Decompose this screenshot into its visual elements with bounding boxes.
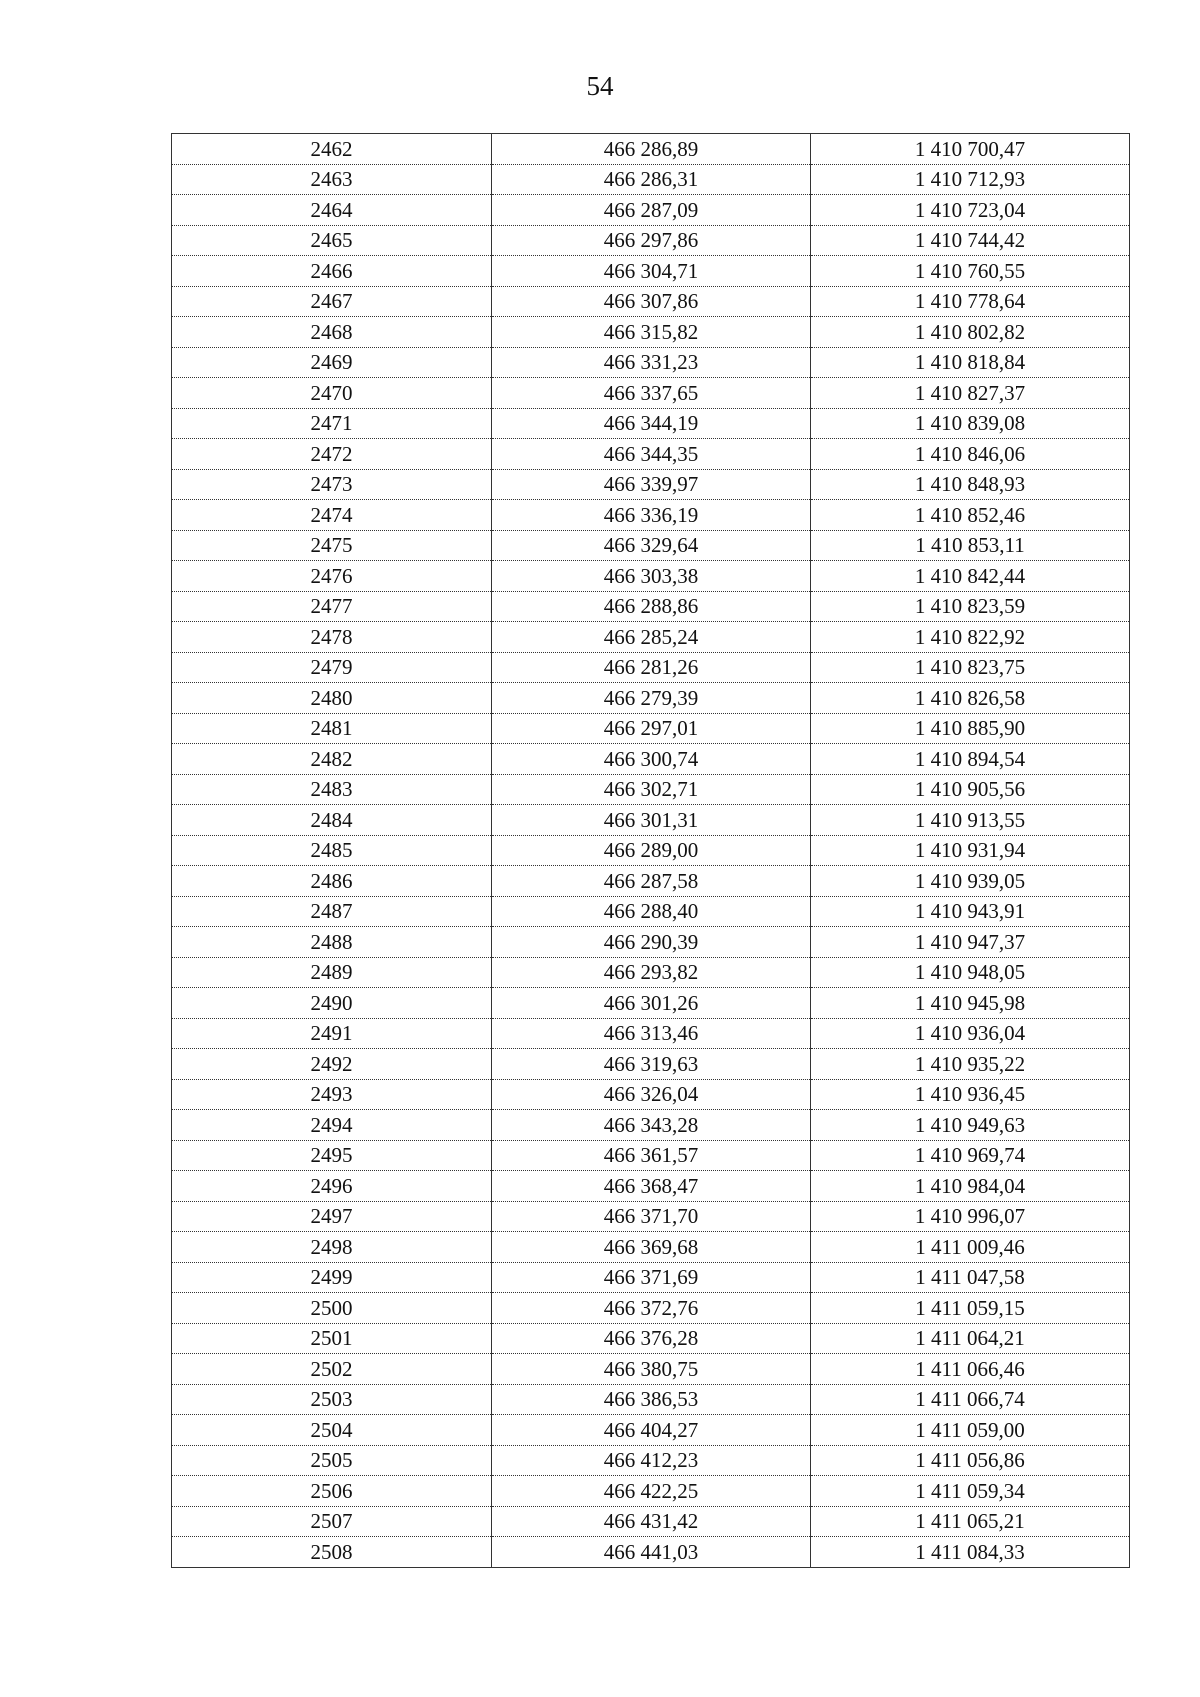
point-number-cell: 2504 (172, 1415, 492, 1446)
y-coordinate-cell: 1 410 802,82 (811, 317, 1130, 348)
y-coordinate-cell: 1 410 723,04 (811, 195, 1130, 226)
x-coordinate-cell: 466 380,75 (492, 1354, 811, 1385)
point-number-cell: 2502 (172, 1354, 492, 1385)
point-number-cell: 2488 (172, 927, 492, 958)
point-number-cell: 2492 (172, 1049, 492, 1080)
y-coordinate-cell: 1 411 065,21 (811, 1506, 1130, 1537)
x-coordinate-cell: 466 287,09 (492, 195, 811, 226)
x-coordinate-cell: 466 301,31 (492, 805, 811, 836)
table-row (172, 1354, 1130, 1385)
table-row (172, 1232, 1130, 1263)
point-number-cell: 2464 (172, 195, 492, 226)
x-coordinate-cell: 466 290,39 (492, 927, 811, 958)
table-row (172, 957, 1130, 988)
y-coordinate-cell: 1 410 935,22 (811, 1049, 1130, 1080)
y-coordinate-cell: 1 410 827,37 (811, 378, 1130, 409)
point-number-cell: 2482 (172, 744, 492, 775)
point-number-cell: 2476 (172, 561, 492, 592)
point-number-cell: 2487 (172, 896, 492, 927)
table-row (172, 866, 1130, 897)
y-coordinate-cell: 1 410 823,75 (811, 652, 1130, 683)
x-coordinate-cell: 466 336,19 (492, 500, 811, 531)
point-number-cell: 2467 (172, 286, 492, 317)
x-coordinate-cell: 466 326,04 (492, 1079, 811, 1110)
y-coordinate-cell: 1 410 936,04 (811, 1018, 1130, 1049)
point-number-cell: 2494 (172, 1110, 492, 1141)
point-number-cell: 2497 (172, 1201, 492, 1232)
y-coordinate-cell: 1 410 947,37 (811, 927, 1130, 958)
point-number-cell: 2499 (172, 1262, 492, 1293)
x-coordinate-cell: 466 304,71 (492, 256, 811, 287)
table-row (172, 774, 1130, 805)
point-number-cell: 2495 (172, 1140, 492, 1171)
table-row (172, 1384, 1130, 1415)
point-number-cell: 2468 (172, 317, 492, 348)
y-coordinate-cell: 1 411 009,46 (811, 1232, 1130, 1263)
table-row (172, 1262, 1130, 1293)
table-row (172, 1537, 1130, 1568)
x-coordinate-cell: 466 329,64 (492, 530, 811, 561)
x-coordinate-cell: 466 343,28 (492, 1110, 811, 1141)
y-coordinate-cell: 1 410 905,56 (811, 774, 1130, 805)
point-number-cell: 2486 (172, 866, 492, 897)
y-coordinate-cell: 1 410 885,90 (811, 713, 1130, 744)
x-coordinate-cell: 466 337,65 (492, 378, 811, 409)
y-coordinate-cell: 1 410 949,63 (811, 1110, 1130, 1141)
x-coordinate-cell: 466 293,82 (492, 957, 811, 988)
y-coordinate-cell: 1 411 059,15 (811, 1293, 1130, 1324)
table-row (172, 317, 1130, 348)
point-number-cell: 2483 (172, 774, 492, 805)
point-number-cell: 2498 (172, 1232, 492, 1263)
y-coordinate-cell: 1 410 760,55 (811, 256, 1130, 287)
y-coordinate-cell: 1 411 047,58 (811, 1262, 1130, 1293)
point-number-cell: 2475 (172, 530, 492, 561)
x-coordinate-cell: 466 331,23 (492, 347, 811, 378)
x-coordinate-cell: 466 285,24 (492, 622, 811, 653)
point-number-cell: 2484 (172, 805, 492, 836)
y-coordinate-cell: 1 410 931,94 (811, 835, 1130, 866)
point-number-cell: 2493 (172, 1079, 492, 1110)
table-row (172, 347, 1130, 378)
x-coordinate-cell: 466 431,42 (492, 1506, 811, 1537)
x-coordinate-cell: 466 300,74 (492, 744, 811, 775)
y-coordinate-cell: 1 411 066,74 (811, 1384, 1130, 1415)
x-coordinate-cell: 466 339,97 (492, 469, 811, 500)
x-coordinate-cell: 466 412,23 (492, 1445, 811, 1476)
point-number-cell: 2489 (172, 957, 492, 988)
table-row (172, 1201, 1130, 1232)
x-coordinate-cell: 466 307,86 (492, 286, 811, 317)
y-coordinate-cell: 1 410 943,91 (811, 896, 1130, 927)
point-number-cell: 2507 (172, 1506, 492, 1537)
y-coordinate-cell: 1 410 894,54 (811, 744, 1130, 775)
y-coordinate-cell: 1 410 996,07 (811, 1201, 1130, 1232)
table-row (172, 1079, 1130, 1110)
y-coordinate-cell: 1 410 945,98 (811, 988, 1130, 1019)
table-row (172, 225, 1130, 256)
table-row (172, 622, 1130, 653)
point-number-cell: 2479 (172, 652, 492, 683)
table-row (172, 164, 1130, 195)
point-number-cell: 2478 (172, 622, 492, 653)
table-row (172, 1110, 1130, 1141)
table-row (172, 744, 1130, 775)
y-coordinate-cell: 1 410 984,04 (811, 1171, 1130, 1202)
point-number-cell: 2500 (172, 1293, 492, 1324)
y-coordinate-cell: 1 411 056,86 (811, 1445, 1130, 1476)
y-coordinate-cell: 1 410 826,58 (811, 683, 1130, 714)
x-coordinate-cell: 466 441,03 (492, 1537, 811, 1568)
x-coordinate-cell: 466 301,26 (492, 988, 811, 1019)
x-coordinate-cell: 466 369,68 (492, 1232, 811, 1263)
table-row (172, 500, 1130, 531)
y-coordinate-cell: 1 410 818,84 (811, 347, 1130, 378)
point-number-cell: 2477 (172, 591, 492, 622)
y-coordinate-cell: 1 411 059,34 (811, 1476, 1130, 1507)
y-coordinate-cell: 1 410 778,64 (811, 286, 1130, 317)
y-coordinate-cell: 1 410 700,47 (811, 134, 1130, 165)
x-coordinate-cell: 466 376,28 (492, 1323, 811, 1354)
table-row (172, 805, 1130, 836)
point-number-cell: 2470 (172, 378, 492, 409)
x-coordinate-cell: 466 287,58 (492, 866, 811, 897)
point-number-cell: 2508 (172, 1537, 492, 1568)
y-coordinate-cell: 1 410 936,45 (811, 1079, 1130, 1110)
y-coordinate-cell: 1 410 744,42 (811, 225, 1130, 256)
table-row (172, 256, 1130, 287)
point-number-cell: 2480 (172, 683, 492, 714)
x-coordinate-cell: 466 319,63 (492, 1049, 811, 1080)
x-coordinate-cell: 466 386,53 (492, 1384, 811, 1415)
table-row (172, 683, 1130, 714)
table-row (172, 713, 1130, 744)
point-number-cell: 2462 (172, 134, 492, 165)
y-coordinate-cell: 1 411 059,00 (811, 1415, 1130, 1446)
table-row (172, 835, 1130, 866)
table-row (172, 408, 1130, 439)
page-number: 54 (586, 71, 614, 101)
y-coordinate-cell: 1 410 948,05 (811, 957, 1130, 988)
x-coordinate-cell: 466 289,00 (492, 835, 811, 866)
x-coordinate-cell: 466 303,38 (492, 561, 811, 592)
table-row (172, 896, 1130, 927)
x-coordinate-cell: 466 288,40 (492, 896, 811, 927)
table-row (172, 1323, 1130, 1354)
x-coordinate-cell: 466 368,47 (492, 1171, 811, 1202)
x-coordinate-cell: 466 344,35 (492, 439, 811, 470)
y-coordinate-cell: 1 410 969,74 (811, 1140, 1130, 1171)
x-coordinate-cell: 466 344,19 (492, 408, 811, 439)
point-number-cell: 2491 (172, 1018, 492, 1049)
y-coordinate-cell: 1 410 839,08 (811, 408, 1130, 439)
y-coordinate-cell: 1 410 853,11 (811, 530, 1130, 561)
point-number-cell: 2505 (172, 1445, 492, 1476)
table-row (172, 195, 1130, 226)
table-row (172, 652, 1130, 683)
coordinates-table-body (172, 134, 1130, 1568)
x-coordinate-cell: 466 371,69 (492, 1262, 811, 1293)
y-coordinate-cell: 1 410 913,55 (811, 805, 1130, 836)
table-row (172, 1171, 1130, 1202)
point-number-cell: 2473 (172, 469, 492, 500)
table-row (172, 591, 1130, 622)
point-number-cell: 2506 (172, 1476, 492, 1507)
y-coordinate-cell: 1 411 066,46 (811, 1354, 1130, 1385)
y-coordinate-cell: 1 411 064,21 (811, 1323, 1130, 1354)
table-row (172, 378, 1130, 409)
table-row (172, 988, 1130, 1019)
point-number-cell: 2463 (172, 164, 492, 195)
table-row (172, 469, 1130, 500)
table-row (172, 1506, 1130, 1537)
table-row (172, 1049, 1130, 1080)
point-number-cell: 2465 (172, 225, 492, 256)
x-coordinate-cell: 466 313,46 (492, 1018, 811, 1049)
x-coordinate-cell: 466 302,71 (492, 774, 811, 805)
table-row (172, 134, 1130, 165)
table-row (172, 1018, 1130, 1049)
point-number-cell: 2469 (172, 347, 492, 378)
y-coordinate-cell: 1 410 842,44 (811, 561, 1130, 592)
table-row (172, 530, 1130, 561)
x-coordinate-cell: 466 315,82 (492, 317, 811, 348)
y-coordinate-cell: 1 410 852,46 (811, 500, 1130, 531)
point-number-cell: 2501 (172, 1323, 492, 1354)
y-coordinate-cell: 1 410 822,92 (811, 622, 1130, 653)
table-row (172, 927, 1130, 958)
y-coordinate-cell: 1 410 712,93 (811, 164, 1130, 195)
table-row (172, 1140, 1130, 1171)
y-coordinate-cell: 1 410 823,59 (811, 591, 1130, 622)
x-coordinate-cell: 466 372,76 (492, 1293, 811, 1324)
table-row (172, 286, 1130, 317)
x-coordinate-cell: 466 286,31 (492, 164, 811, 195)
table-row (172, 1445, 1130, 1476)
x-coordinate-cell: 466 297,86 (492, 225, 811, 256)
point-number-cell: 2496 (172, 1171, 492, 1202)
x-coordinate-cell: 466 371,70 (492, 1201, 811, 1232)
point-number-cell: 2485 (172, 835, 492, 866)
table-row (172, 1293, 1130, 1324)
y-coordinate-cell: 1 410 846,06 (811, 439, 1130, 470)
point-number-cell: 2466 (172, 256, 492, 287)
y-coordinate-cell: 1 410 939,05 (811, 866, 1130, 897)
x-coordinate-cell: 466 361,57 (492, 1140, 811, 1171)
y-coordinate-cell: 1 411 084,33 (811, 1537, 1130, 1568)
point-number-cell: 2490 (172, 988, 492, 1019)
x-coordinate-cell: 466 281,26 (492, 652, 811, 683)
table-row (172, 1415, 1130, 1446)
y-coordinate-cell: 1 410 848,93 (811, 469, 1130, 500)
table-row (172, 1476, 1130, 1507)
point-number-cell: 2503 (172, 1384, 492, 1415)
point-number-cell: 2471 (172, 408, 492, 439)
point-number-cell: 2474 (172, 500, 492, 531)
point-number-cell: 2481 (172, 713, 492, 744)
table-row (172, 561, 1130, 592)
x-coordinate-cell: 466 404,27 (492, 1415, 811, 1446)
point-number-cell: 2472 (172, 439, 492, 470)
x-coordinate-cell: 466 286,89 (492, 134, 811, 165)
coordinates-table (171, 133, 1130, 1568)
x-coordinate-cell: 466 279,39 (492, 683, 811, 714)
x-coordinate-cell: 466 422,25 (492, 1476, 811, 1507)
x-coordinate-cell: 466 297,01 (492, 713, 811, 744)
x-coordinate-cell: 466 288,86 (492, 591, 811, 622)
table-row (172, 439, 1130, 470)
